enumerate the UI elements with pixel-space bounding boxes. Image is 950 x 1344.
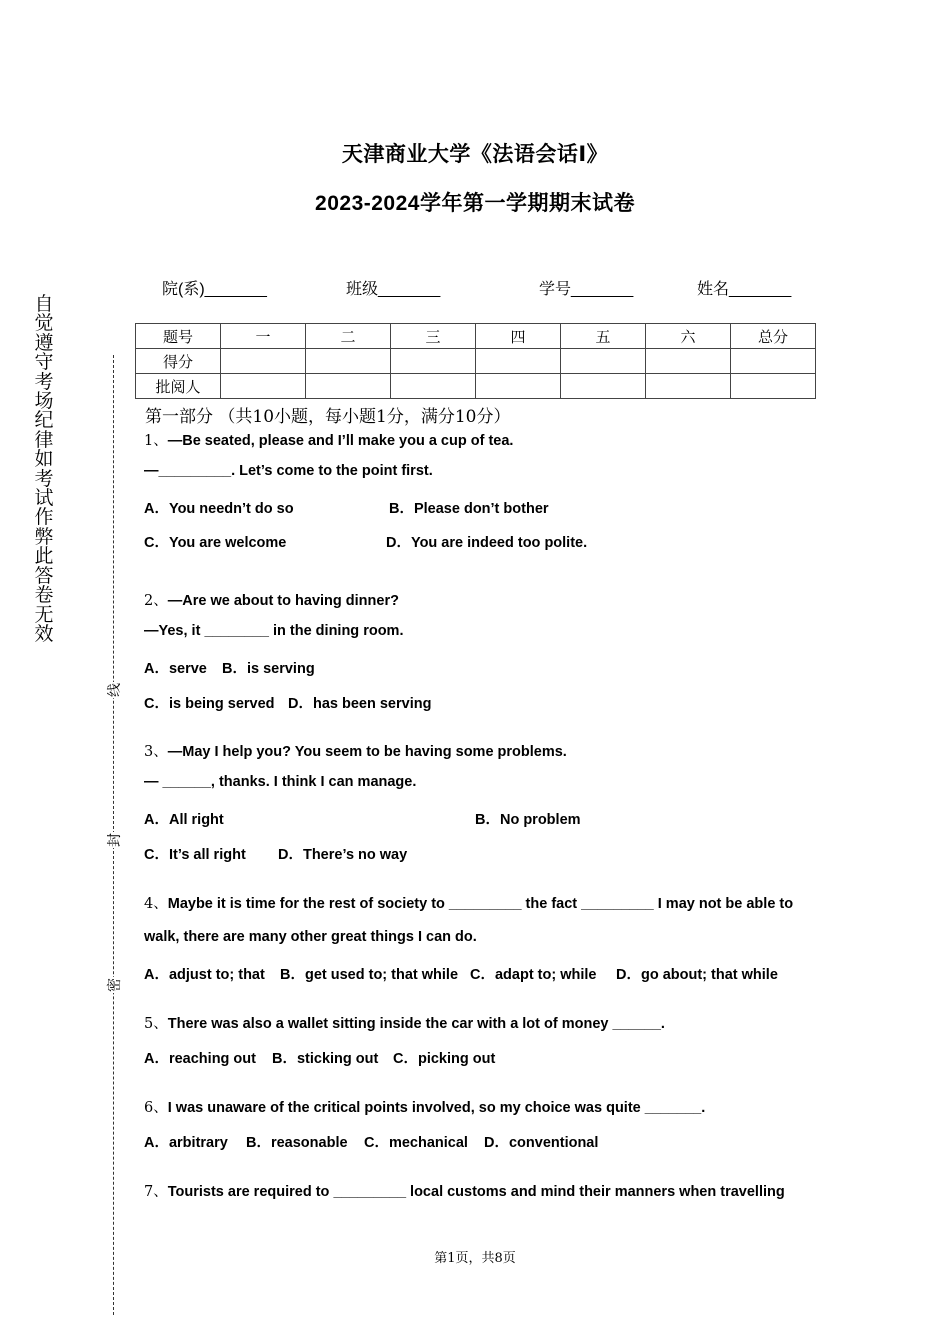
question-number: 3、 xyxy=(144,744,168,760)
score-cell[interactable] xyxy=(646,349,731,374)
question-2-option-c[interactable]: C．is being served xyxy=(144,696,275,712)
score-table-header-row xyxy=(136,324,816,349)
question-2-option-a[interactable]: A．serve xyxy=(144,661,207,677)
question-6-option-b[interactable]: B．reasonable xyxy=(246,1135,348,1151)
seal-mark-mi: 密 xyxy=(104,977,124,993)
question-5-option-a[interactable]: A．reaching out xyxy=(144,1051,256,1067)
question-2-option-b[interactable]: B．is serving xyxy=(222,661,315,677)
score-cell[interactable] xyxy=(306,349,391,374)
question-2-option-d[interactable]: D．has been serving xyxy=(288,696,432,712)
table-header: 四 xyxy=(476,324,561,349)
question-3-option-b[interactable]: B．No problem xyxy=(475,812,581,828)
grader-cell[interactable] xyxy=(561,374,646,399)
class-field: 班级_______ xyxy=(346,281,441,298)
question-1-stem xyxy=(144,429,513,450)
score-cell[interactable] xyxy=(391,349,476,374)
question-3-option-a[interactable]: A．All right xyxy=(144,812,224,828)
page-footer: 第1页，共8页 xyxy=(434,1251,516,1266)
question-number: 5、 xyxy=(144,1016,168,1032)
question-4-stem xyxy=(144,892,793,913)
question-6-option-d[interactable]: D．conventional xyxy=(484,1135,599,1151)
table-header: 三 xyxy=(391,324,476,349)
grader-cell[interactable] xyxy=(306,374,391,399)
table-header: 六 xyxy=(646,324,731,349)
score-row-label: 得分 xyxy=(136,349,221,374)
question-3-option-c[interactable]: C．It’s all right xyxy=(144,847,246,863)
table-header: 一 xyxy=(221,324,306,349)
grader-cell[interactable] xyxy=(476,374,561,399)
question-number: 7、 xyxy=(144,1184,168,1200)
question-6-option-c[interactable]: C．mechanical xyxy=(364,1135,468,1151)
question-4-option-c[interactable]: C．adapt to; while xyxy=(470,967,597,983)
grader-row xyxy=(136,374,816,399)
question-3-option-d[interactable]: D．There’s no way xyxy=(278,847,408,863)
student-id-field: 学号_______ xyxy=(539,281,634,298)
question-6-option-a[interactable]: A．arbitrary xyxy=(144,1135,228,1151)
question-1-line2: —_________. Let’s come to the point first. xyxy=(144,463,433,479)
question-1-option-b[interactable]: B．Please don’t bother xyxy=(389,501,549,517)
question-2-line2: —Yes, it ________ in the dining room. xyxy=(144,623,404,639)
grader-cell[interactable] xyxy=(731,374,816,399)
question-5-option-c[interactable]: C．picking out xyxy=(393,1051,496,1067)
question-7-stem xyxy=(144,1180,785,1201)
college-field: 院(系)_______ xyxy=(162,281,267,298)
question-1-option-a[interactable]: A．You needn’t do so xyxy=(144,501,294,517)
question-number: 1、 xyxy=(144,433,168,449)
question-text: Maybe it is time for the rest of society to _________ the fact _________ I may not be able to xyxy=(167,896,794,912)
question-text: —Are we about to having dinner? xyxy=(167,593,399,609)
question-4-option-a[interactable]: A．adjust to; that xyxy=(144,967,265,983)
grader-cell[interactable] xyxy=(646,374,731,399)
question-text: Tourists are required to _________ local customs and mind their manners when travelling xyxy=(167,1184,785,1200)
question-number: 2、 xyxy=(144,593,168,609)
table-header: 总分 xyxy=(731,324,816,349)
question-1-option-c[interactable]: C．You are welcome xyxy=(144,535,287,551)
section-heading: 第一部分 （共10小题，每小题1分，满分10分） xyxy=(145,407,511,427)
exam-title: 天津商业大学《法语会话Ⅰ》 xyxy=(341,143,609,166)
score-cell[interactable] xyxy=(221,349,306,374)
question-1-option-d[interactable]: D．You are indeed too polite. xyxy=(386,535,588,551)
score-cell[interactable] xyxy=(731,349,816,374)
score-cell[interactable] xyxy=(476,349,561,374)
question-4-option-d[interactable]: D．go about; that while xyxy=(616,967,778,983)
question-5-option-b[interactable]: B．sticking out xyxy=(272,1051,379,1067)
question-text: —May I help you? You seem to be having some problems. xyxy=(167,744,567,760)
score-cell[interactable] xyxy=(561,349,646,374)
question-number: 4、 xyxy=(144,896,168,912)
exam-subtitle: 2023-2024学年第一学期期末试卷 xyxy=(315,192,635,215)
question-4-line2: walk, there are many other great things I can do. xyxy=(144,929,477,945)
score-row xyxy=(136,349,816,374)
question-text: There was also a wallet sitting inside the car with a lot of money ______. xyxy=(167,1016,665,1032)
score-table xyxy=(135,323,816,399)
question-4-option-b[interactable]: B．get used to; that while xyxy=(280,967,459,983)
table-header: 五 xyxy=(561,324,646,349)
seal-mark-xian: 线 xyxy=(104,682,124,698)
question-2-stem xyxy=(144,589,399,610)
question-5-stem xyxy=(144,1012,665,1033)
question-text: —Be seated, please and I’ll make you a cup of tea. xyxy=(167,433,514,449)
seal-mark-feng: 封 xyxy=(104,832,124,848)
name-field: 姓名_______ xyxy=(697,281,792,298)
question-number: 6、 xyxy=(144,1100,168,1116)
exam-discipline-notice: 自觉遵守考场纪律如考试作弊此答卷无效 xyxy=(34,293,54,645)
grader-cell[interactable] xyxy=(391,374,476,399)
table-header: 二 xyxy=(306,324,391,349)
question-3-line2: — ______, thanks. I think I can manage. xyxy=(144,774,417,790)
grader-cell[interactable] xyxy=(221,374,306,399)
question-text: I was unaware of the critical points involved, so my choice was quite _______. xyxy=(167,1100,706,1116)
grader-row-label: 批阅人 xyxy=(136,374,221,399)
table-header: 题号 xyxy=(136,324,221,349)
question-6-stem xyxy=(144,1096,705,1117)
question-3-stem xyxy=(144,740,567,761)
